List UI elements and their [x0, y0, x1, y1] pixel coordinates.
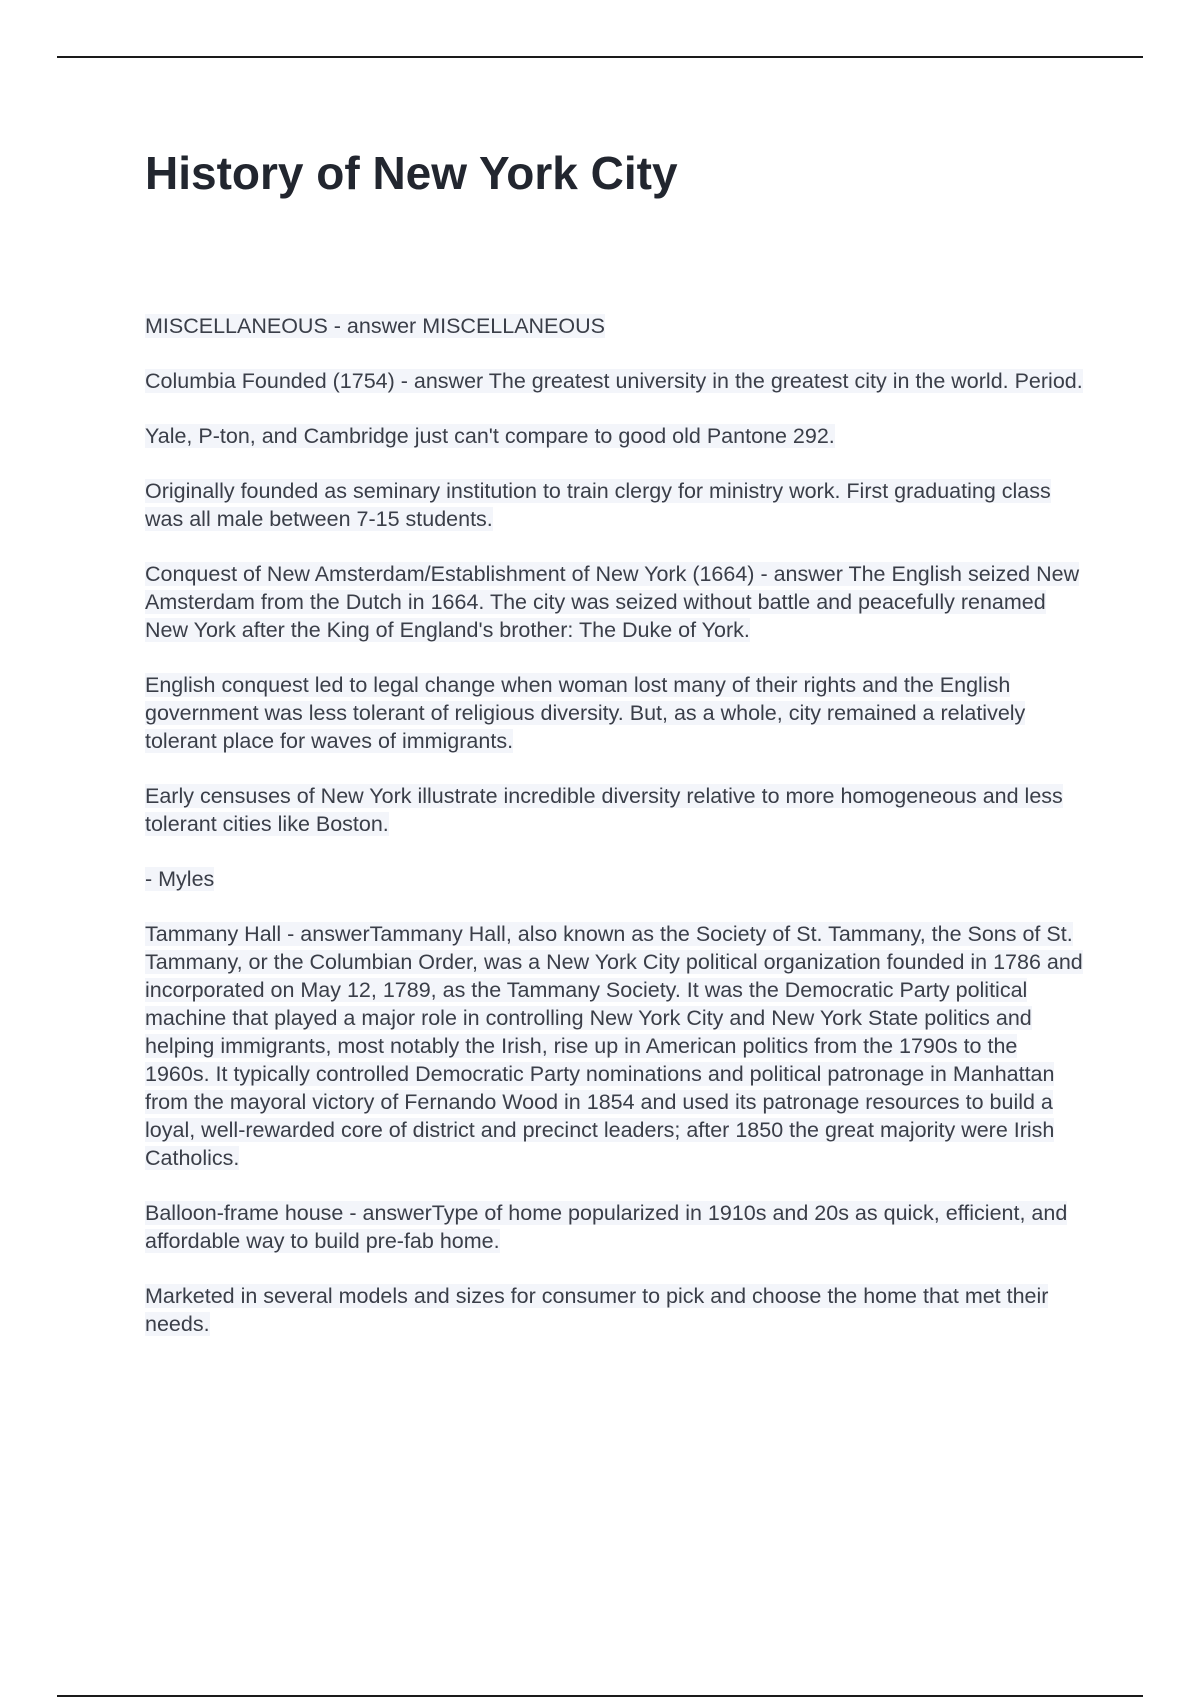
- paragraph: [145, 477, 1085, 533]
- paragraph: [145, 1199, 1085, 1255]
- paragraph-text: Yale, P-ton, and Cambridge just can't compare to good old Pantone 292.: [145, 424, 835, 448]
- paragraph-text: Early censuses of New York illustrate incredible diversity relative to more homogeneous and less tolerant cities like Boston.: [145, 784, 1063, 836]
- paragraph: [145, 1282, 1085, 1338]
- paragraph: [145, 312, 1085, 340]
- paragraph: [145, 367, 1085, 395]
- paragraph: [145, 671, 1085, 755]
- paragraph-text: Balloon-frame house - answerType of home popularized in 1910s and 20s as quick, efficient, and affordable way to build pre-fab home.: [145, 1201, 1068, 1253]
- paragraph-text: MISCELLANEOUS - answer MISCELLANEOUS: [145, 314, 605, 338]
- page-title: History of New York City: [145, 147, 678, 199]
- paragraph: [145, 865, 1085, 893]
- paragraph-text: English conquest led to legal change when woman lost many of their rights and the English government was less tolerant of religious diversity. But, as a whole, city remained a relatively tolerant place for waves of immigrants.: [145, 673, 1026, 753]
- paragraph-text: Marketed in several models and sizes for consumer to pick and choose the home that met their needs.: [145, 1284, 1049, 1336]
- paragraph-text: - Myles: [145, 867, 215, 891]
- paragraph-text: Originally founded as seminary institution to train clergy for ministry work. First graduating class was all male between 7-15 students.: [145, 479, 1051, 531]
- paragraph-text: Columbia Founded (1754) - answer The greatest university in the greatest city in the world. Period.: [145, 369, 1083, 393]
- paragraph-text: Tammany Hall - answerTammany Hall, also known as the Society of St. Tammany, the Sons of St. Tammany, or the Columbian Order, was a New York City political organization founded in 1786 and incorporated on May 12, 1789, as the Tammany Society. It was the Democratic Party political machine that played a major role in controlling New York City and New York State politics and helping immigrants, most notably the Irish, rise up in American politics from the 1790s to the 1960s. It typically controlled Democratic Party nominations and political patronage in Manhattan from the mayoral victory of Fernando Wood in 1854 and used its patronage resources to build a loyal, well-rewarded core of district and precinct leaders; after 1850 the great majority were Irish Catholics.: [145, 922, 1083, 1170]
- paragraph-text: Conquest of New Amsterdam/Establishment of New York (1664) - answer The English seized New Amsterdam from the Dutch in 1664. The city was seized without battle and peacefully renamed New York after the King of England's brother: The Duke of York.: [145, 562, 1080, 642]
- top-rule: [57, 56, 1143, 58]
- bottom-rule: [57, 1695, 1143, 1697]
- paragraph: [145, 560, 1085, 644]
- paragraph: [145, 422, 1085, 450]
- document-body: [145, 312, 1085, 1365]
- paragraph: [145, 920, 1085, 1172]
- paragraph: [145, 782, 1085, 838]
